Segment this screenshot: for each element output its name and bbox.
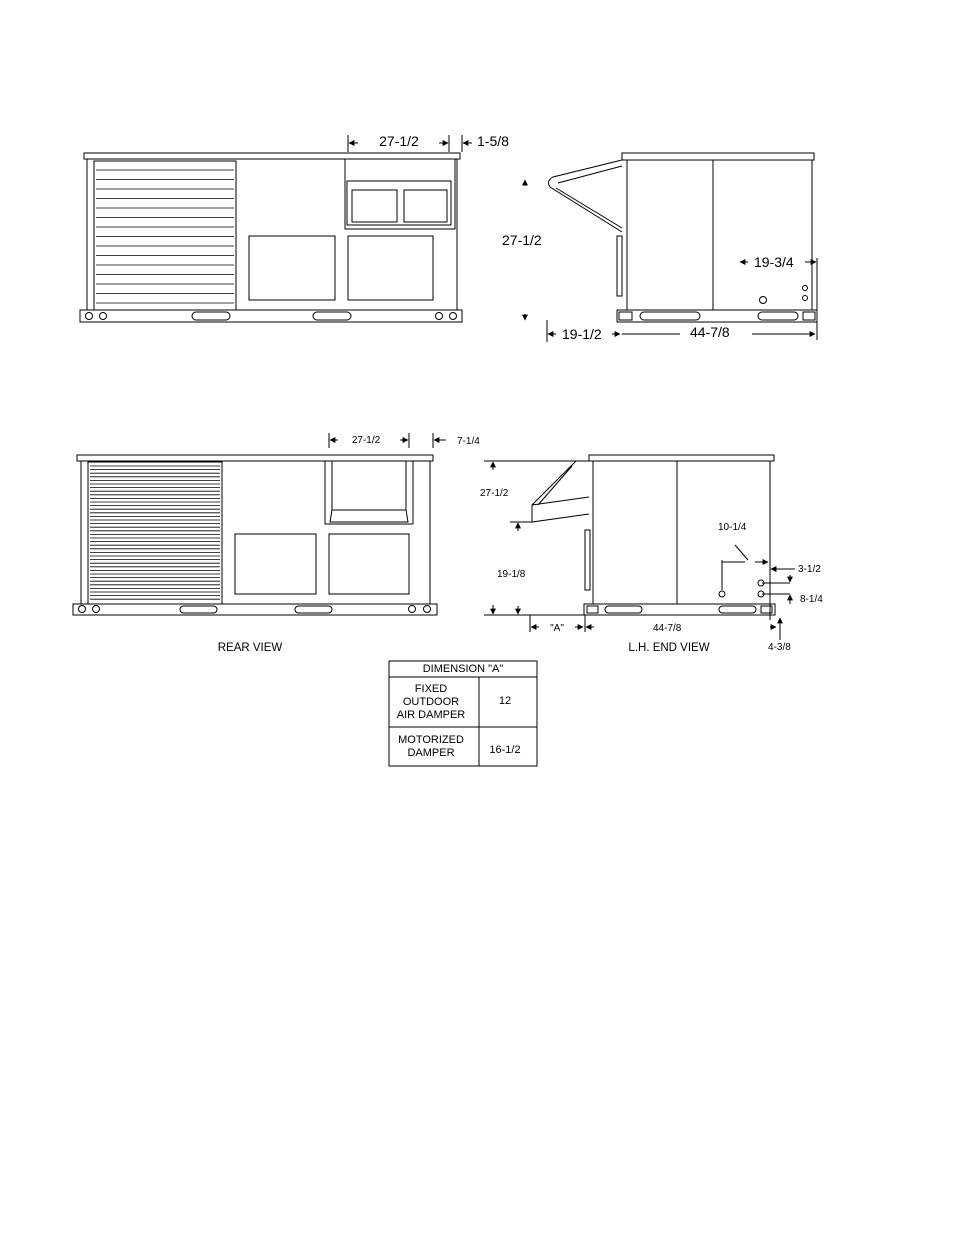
bottom-rear-base-rail <box>73 604 437 615</box>
top-rear-access-panel-left <box>249 236 335 300</box>
bottom-end-base-block <box>587 606 598 613</box>
top-rear-hole <box>86 313 93 320</box>
bottom-end-conn-vertical-label: 8-1/4 <box>800 594 823 605</box>
top-end-hood <box>549 160 622 232</box>
table-row-label: AIR DAMPER <box>396 709 466 721</box>
bottom-end-roof <box>589 455 774 461</box>
top-rear-hole <box>450 313 457 320</box>
bottom-end-dim-a-label: "A" <box>550 623 564 634</box>
bottom-rear-access-panel-left <box>235 534 316 594</box>
top-rear-hole <box>436 313 443 320</box>
bottom-end-hood-height-label: 19-1/8 <box>497 569 526 580</box>
bottom-rear-dimensions <box>329 433 446 448</box>
top-rear-access-panel-right <box>348 236 433 300</box>
bottom-end-hood-side <box>585 530 590 590</box>
bottom-end-fork-slot <box>605 606 642 613</box>
bottom-end-caption: L.H. END VIEW <box>628 642 710 654</box>
top-end-fork-slot <box>640 312 700 320</box>
top-end-connection <box>803 296 808 301</box>
top-end-cabinet <box>627 160 812 310</box>
top-end-hood-depth-label: 19-1/2 <box>562 326 602 342</box>
top-end-depth-label: 44-7/8 <box>690 324 730 340</box>
bottom-rear-cabinet <box>81 461 430 604</box>
bottom-end-hood <box>532 461 589 522</box>
bottom-rear-hole <box>409 606 416 613</box>
bottom-rear-access-panel-right <box>329 534 409 594</box>
top-rear-duct-width-label: 27-1/2 <box>379 133 419 149</box>
top-rear-duct-frame <box>345 159 455 229</box>
table-row-label: MOTORIZED <box>398 734 464 746</box>
top-end-connection <box>803 286 808 291</box>
bottom-end-conn-side-label: 3-1/2 <box>798 564 821 575</box>
bottom-rear-fork-slot <box>180 606 217 613</box>
top-rear-base-rail <box>80 310 462 322</box>
dimension-a-table-header: DIMENSION "A" <box>422 663 504 675</box>
bottom-end-fork-slot <box>719 606 756 613</box>
top-end-view <box>549 153 817 340</box>
table-row-value: 12 <box>498 695 512 707</box>
bottom-rear-hole <box>93 606 100 613</box>
bottom-end-view <box>532 455 775 615</box>
bottom-end-depth-label: 44-7/8 <box>653 623 682 634</box>
top-rear-roof <box>84 153 460 159</box>
table-row-label: OUTDOOR <box>402 696 460 708</box>
bottom-end-height-label: 27-1/2 <box>480 488 509 499</box>
top-end-base-block <box>803 312 815 320</box>
top-end-connection <box>760 297 767 304</box>
bottom-rear-roof <box>77 455 433 461</box>
top-rear-side-offset-label: 1-5/8 <box>477 133 509 149</box>
bottom-rear-hole <box>79 606 86 613</box>
bottom-rear-louvers <box>90 466 220 599</box>
bottom-rear-caption: REAR VIEW <box>217 642 283 654</box>
bottom-rear-duct-width-label: 27-1/2 <box>351 435 381 446</box>
bottom-end-conn-horizontal-label: 10-1/4 <box>718 522 747 533</box>
top-rear-duct-left <box>352 190 397 222</box>
top-rear-cabinet <box>87 159 457 310</box>
bottom-rear-side-offset-label: 7-1/4 <box>457 436 480 447</box>
top-end-height-label: 27-1/2 <box>502 232 542 248</box>
top-rear-louvers <box>96 170 234 303</box>
bottom-end-connection <box>719 591 725 597</box>
top-rear-fork-slot <box>313 312 351 320</box>
top-rear-view <box>80 153 462 322</box>
top-end-base-block <box>619 312 632 320</box>
top-end-hood-side <box>617 236 622 296</box>
bottom-rear-duct-inner <box>330 461 408 522</box>
bottom-rear-view <box>73 455 437 615</box>
bottom-end-base-offset-label: 4-3/8 <box>768 642 791 653</box>
bottom-rear-coil-grille <box>88 462 222 604</box>
top-end-conn-offset-label: 19-3/4 <box>754 254 794 270</box>
bottom-rear-fork-slot <box>295 606 332 613</box>
top-end-fork-slot <box>758 312 798 320</box>
bottom-rear-hole <box>424 606 431 613</box>
top-end-roof <box>622 153 814 160</box>
top-rear-duct-right <box>404 190 447 222</box>
top-rear-coil-grille <box>94 161 236 310</box>
table-row-label: FIXED <box>414 683 448 695</box>
top-rear-duct-outer <box>347 181 451 225</box>
top-rear-hole <box>100 313 107 320</box>
top-rear-fork-slot <box>192 312 230 320</box>
table-row-value: 16-1/2 <box>489 744 521 756</box>
bottom-rear-duct-frame <box>325 461 413 524</box>
table-row-label: DAMPER <box>407 747 455 759</box>
